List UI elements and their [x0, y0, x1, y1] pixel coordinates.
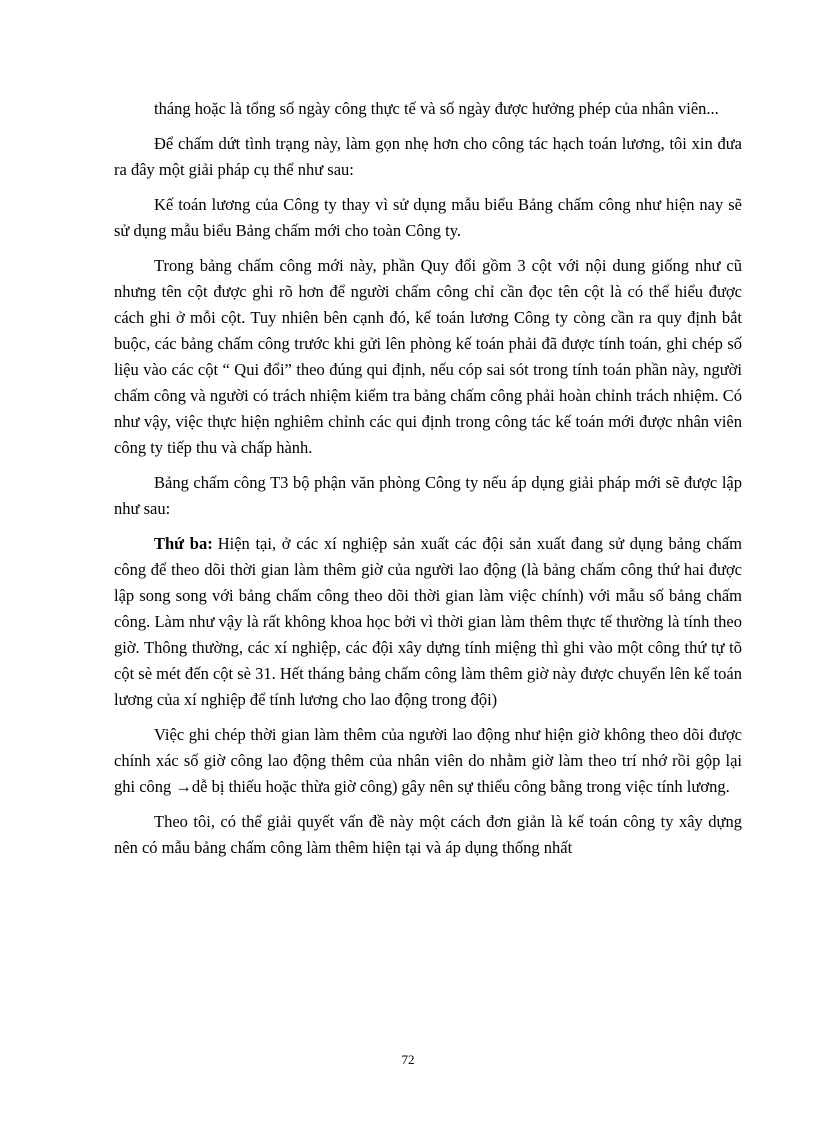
paragraph: Để chấm dứt tình trạng này, làm gọn nhẹ hơn cho công tác hạch toán lương, tôi xin đưa ra đây một giải pháp cụ thể như sau:: [114, 134, 742, 179]
paragraph: Theo tôi, có thể giải quyết vấn đề này một cách đơn giản là kế toán công ty xây dựng nên có mẫu bảng chấm công làm thêm hiện tại và áp dụng thống nhất: [114, 812, 742, 857]
paragraph: Trong bảng chấm công mới này, phần Quy đổi gồm 3 cột với nội dung giống như cũ nhưng tên cột được ghi rõ hơn để người chấm công chỉ cần đọc tên cột là có thể hiểu được cách ghi ở mỗi cột. Tuy nhiên bên cạnh đó, kế toán lương Công ty còng cần ra quy định bắt buộc, các bảng chấm công trước khi gửi lên phòng kế toán phải đã được tính toán, ghi chép số liệu vào các cột “ Qui đổi” theo đúng qui định, nếu cóp sai sót trong tính toán phần này, người chấm công và người có trách nhiệm kiểm tra bảng chấm công phải hoàn chỉnh trách nhiệm. Có như vậy, việc thực hiện nghiêm chỉnh các qui định trong công tác kế toán mới được nhân viên công ty tiếp thu và chấp hành.: [114, 256, 742, 457]
paragraph: Việc ghi chép thời gian làm thêm của người lao động như hiện giờ không theo dõi được chính xác số giờ công lao động thêm của nhân viên do nhằm giờ làm theo trí nhớ rồi gộp lại ghi công →dễ bị thiếu hoặc thừa giờ công) gây nên sự thiếu công bằng trong việc tính lương.: [114, 725, 742, 796]
page-number: 72: [401, 1052, 415, 1067]
paragraph: Bảng chấm công T3 bộ phận văn phòng Công ty nếu áp dụng giải pháp mới sẽ được lập như sau:: [114, 473, 742, 518]
paragraph: tháng hoặc là tổng số ngày công thực tế và số ngày được hưởng phép của nhân viên...: [154, 99, 719, 118]
paragraph-text: Hiện tại, ở các xí nghiệp sản xuất các đội sản xuất đang sử dụng bảng chấm công để theo dõi thời gian làm thêm giờ của người lao động (là bảng chấm công thứ hai được lập song song với bảng chấm công theo dõi thời gian làm việc chính) với mẫu số bảng chấm công. Làm như vậy là rất không khoa học bởi vì thời gian làm thêm thực tế thường là tính theo giờ. Thông thường, các xí nghiệp, các đội xây dựng tính miệng thì ghi vào một công thứ tự tõ cột sè mét đến cột sè 31. Hết tháng bảng chấm công làm thêm giờ này được chuyển lên kế toán lương của xí nghiệp để tính lương cho lao động trong đội): [114, 534, 742, 709]
paragraph-bold-lead: Thứ ba:: [154, 534, 213, 553]
paragraph: Kế toán lương của Công ty thay vì sử dụng mẫu biểu Bảng chấm công như hiện nay sẽ sử dụng mẫu biểu Bảng chấm mới cho toàn Công ty.: [114, 195, 742, 240]
document-body: [114, 96, 742, 870]
paragraph: [114, 531, 742, 713]
